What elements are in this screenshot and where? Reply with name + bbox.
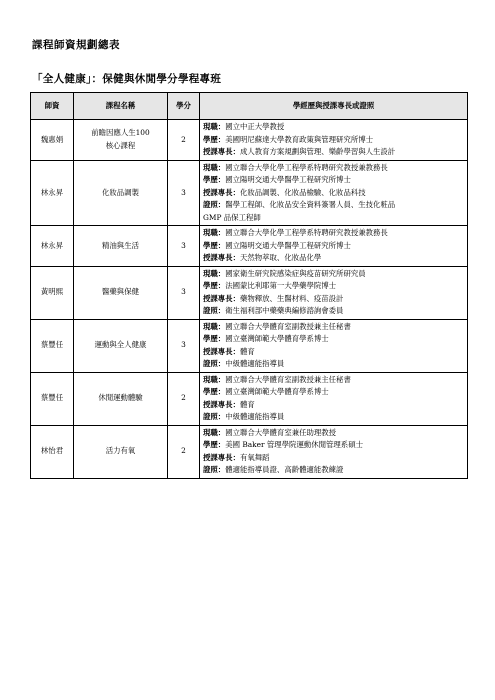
table-row <box>31 120 468 161</box>
credits-cell: 3 <box>168 226 200 267</box>
section-title: 「全人健康」：保健與休閒學分學程專班 <box>32 73 222 85</box>
qualification-label: 學歷： <box>203 240 226 250</box>
qualification-line <box>203 358 464 371</box>
qualifications-cell <box>200 160 468 226</box>
qualification-line <box>203 146 464 159</box>
course-cell: 精油與生活 <box>74 226 168 267</box>
qualification-text: 衛生福利部中藥藥典編修諮詢會委員 <box>225 306 344 315</box>
teacher-cell: 黃明熙 <box>31 266 74 319</box>
qualification-line <box>203 227 464 240</box>
course-cell: 休閒運動體驗 <box>74 372 168 425</box>
credits-cell: 3 <box>168 160 200 226</box>
qualification-label: 證照： <box>203 306 226 315</box>
qualification-label: 證照： <box>203 359 226 368</box>
table-row <box>31 160 468 226</box>
qualification-text: 國立聯合大學化學工程學系特聘研究教授兼教務長 <box>225 162 388 172</box>
qualifications-cell <box>200 120 468 161</box>
teacher-cell: 蔡豐任 <box>31 319 74 372</box>
header-teacher: 師資 <box>31 93 74 120</box>
qualification-text: 美國 Baker 管理學院運動休閒管理系碩士 <box>225 440 363 449</box>
qualifications-cell <box>200 425 468 478</box>
qualification-text: 國立聯合大學體育室副教授兼主任秘書 <box>225 374 351 384</box>
table-row <box>31 372 468 425</box>
qualification-label: 授課專長： <box>203 452 240 462</box>
qualification-label: 證照： <box>203 200 226 209</box>
course-cell: 活力有氧 <box>74 425 168 478</box>
course-cell: 前瞻因應人生100核心課程 <box>74 120 168 161</box>
credits-cell: 2 <box>168 425 200 478</box>
qualification-label: 學歷： <box>203 175 226 184</box>
header-row <box>31 93 468 120</box>
qualification-text: 國立陽明交通大學醫學工程研究所博士 <box>225 175 351 184</box>
qualification-line <box>203 439 464 452</box>
course-cell: 運動與全人健康 <box>74 319 168 372</box>
qualification-text: 法國蒙比利耶第一大學藥學院博士 <box>225 281 337 290</box>
qualification-label: 學歷： <box>203 440 226 449</box>
qualification-label: 現職： <box>203 162 226 172</box>
qualification-label: 現職： <box>203 228 226 237</box>
qualification-label: 現職： <box>203 427 226 437</box>
qualification-text: 國立中正大學教授 <box>225 122 285 131</box>
qualification-text: 中級體適能指導員 <box>225 359 285 368</box>
document-title: 課程師資規劃總表 <box>32 39 120 51</box>
qualifications-cell <box>200 372 468 425</box>
qualification-text: 國立聯合大學體育室副教授兼主任秘書 <box>225 321 351 331</box>
qualification-line <box>203 452 464 465</box>
qualification-line <box>203 280 464 293</box>
qualification-text: 藥物釋放、生醫材料、疫苗設計 <box>239 293 344 303</box>
qualification-line <box>203 199 464 212</box>
qualification-text: 國立臺灣師範大學體育學系博士 <box>225 334 329 343</box>
qualification-text: 體育 <box>239 346 255 356</box>
qualification-line <box>203 268 464 281</box>
teacher-cell: 林怡君 <box>31 425 74 478</box>
qualification-text: 中級體適能指導員 <box>225 412 285 421</box>
qualification-line <box>203 305 464 318</box>
qualification-line <box>203 252 464 265</box>
qualification-line <box>203 293 464 306</box>
qualification-label: 證照： <box>203 412 226 421</box>
qualification-text: 有氧舞蹈 <box>239 452 270 462</box>
qualification-line <box>203 134 464 147</box>
table-row <box>31 226 468 267</box>
qualification-line <box>203 187 464 200</box>
teacher-cell: 林永昇 <box>31 226 74 267</box>
qualification-line <box>203 411 464 424</box>
table-row <box>31 319 468 372</box>
qualification-label: 現職： <box>203 268 226 278</box>
qualification-text: 國立聯合大學化學工程學系特聘研究教授兼教務長 <box>225 228 388 237</box>
teacher-cell: 蔡豐任 <box>31 372 74 425</box>
qualification-text: 體育 <box>239 399 255 409</box>
qualification-text: 國立聯合大學體育室兼任助理教授 <box>225 427 337 437</box>
qualification-text: 成人教育方案規劃與管理、樂齡學習與人生設計 <box>239 147 396 156</box>
qualification-text: 醫學工程師、化妝品安全資料簽署人員、生技化粧品 <box>225 200 396 209</box>
qualification-label: 現職： <box>203 321 226 331</box>
qualification-line <box>203 427 464 440</box>
table-header <box>31 93 468 120</box>
qualifications-cell <box>200 319 468 372</box>
qualification-line <box>203 399 464 412</box>
qualification-label: 授課專長： <box>203 399 240 409</box>
qualification-line <box>203 321 464 334</box>
qualification-label: 授課專長： <box>203 253 240 262</box>
header-credits: 學分 <box>168 93 200 120</box>
faculty-schedule-table <box>30 92 468 479</box>
qualification-label: 學歷： <box>203 134 226 144</box>
qualification-text: 化妝品調製、化妝品檢驗、化妝品科技 <box>239 187 366 197</box>
qualification-label: 授課專長： <box>203 293 240 303</box>
course-cell: 化妝品調製 <box>74 160 168 226</box>
qualification-text: 國立陽明交通大學醫學工程研究所博士 <box>225 240 351 250</box>
qualification-label: 學歷： <box>203 281 226 290</box>
qualification-label: 證照： <box>203 465 226 474</box>
credits-cell: 2 <box>168 372 200 425</box>
table-body <box>31 120 468 479</box>
qualification-line <box>203 212 464 225</box>
header-course: 課程名稱 <box>74 93 168 120</box>
table-row <box>31 266 468 319</box>
qualification-text: GMP 品保工程師 <box>203 212 261 222</box>
qualification-text: 體適能指導員證、高齡體適能教練證 <box>225 465 344 474</box>
qualification-line <box>203 162 464 175</box>
qualification-label: 學歷： <box>203 334 226 343</box>
header-qualifications: 學經歷與授課專長或證照 <box>200 93 468 120</box>
qualification-label: 授課專長： <box>203 346 240 356</box>
qualification-text: 天然物萃取、化妝品化學 <box>239 253 322 262</box>
qualification-label: 現職： <box>203 374 226 384</box>
qualification-label: 授課專長： <box>203 187 240 197</box>
qualification-line <box>203 174 464 187</box>
qualification-label: 現職： <box>203 122 226 131</box>
table-row <box>31 425 468 478</box>
credits-cell: 3 <box>168 319 200 372</box>
course-cell: 醫藥與保健 <box>74 266 168 319</box>
teacher-cell: 林永昇 <box>31 160 74 226</box>
qualification-line <box>203 333 464 346</box>
qualification-line <box>203 374 464 387</box>
credits-cell: 3 <box>168 266 200 319</box>
qualifications-cell <box>200 266 468 319</box>
teacher-cell: 魏惠娟 <box>31 120 74 161</box>
qualification-text: 美國明尼蘇達大學教育政策與管理研究所博士 <box>225 134 374 144</box>
credits-cell: 2 <box>168 120 200 161</box>
qualification-text: 國家衛生研究院感染症與疫苗研究所研究員 <box>225 268 366 278</box>
qualification-label: 授課專長： <box>203 147 240 156</box>
qualification-line <box>203 386 464 399</box>
qualification-line <box>203 464 464 477</box>
qualification-line <box>203 346 464 359</box>
qualification-line <box>203 240 464 253</box>
qualification-label: 學歷： <box>203 387 226 396</box>
qualification-text: 國立臺灣師範大學體育學系博士 <box>225 387 329 396</box>
qualification-line <box>203 121 464 134</box>
qualifications-cell <box>200 226 468 267</box>
